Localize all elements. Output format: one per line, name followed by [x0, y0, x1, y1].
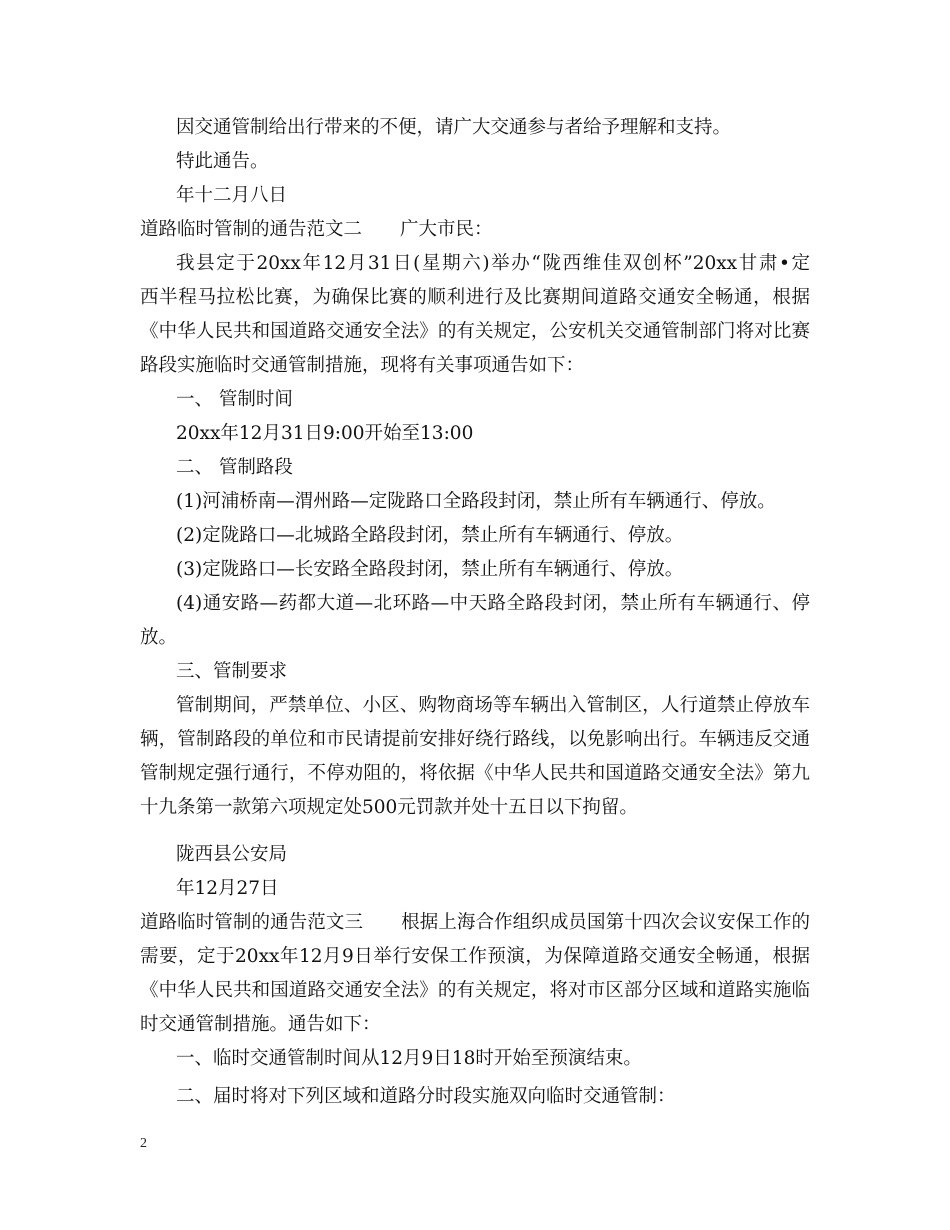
- page-number: 2: [140, 1136, 147, 1151]
- text-line: 《中华人民共和国道路交通安全法》的有关规定，公安机关交通管制部门将对比赛: [140, 321, 810, 342]
- section-title: 道路临时管制的通告范文三: [140, 912, 364, 933]
- text-line: 西半程马拉松比赛，为确保比赛的顺利进行及比赛期间道路交通安全畅通，根据: [140, 287, 810, 308]
- heading-control-sections: 二、 管制路段: [176, 457, 293, 478]
- control-time-value: 20xx年12月31日9:00开始至13:00: [176, 423, 474, 444]
- text-line: 管制规定强行通行，不停劝阻的，将依据《中华人民共和国道路交通安全法》第九: [140, 763, 810, 784]
- date-line: 年十二月八日: [176, 185, 288, 206]
- text-line: 《中华人民共和国道路交通安全法》的有关规定，将对市区部分区域和道路实施临: [140, 980, 810, 1001]
- text-line: 需要，定于20xx年12月9日举行安保工作预演，为保障道路交通安全畅通，根据: [140, 946, 810, 967]
- text-line: 根据上海合作组织成员国第十四次会议安保工作的: [401, 912, 810, 933]
- date-line: 年12月27日: [176, 878, 279, 899]
- text-line: 放。: [140, 627, 178, 648]
- text-line: 时交通管制措施。通告如下：: [140, 1014, 381, 1035]
- text-line: 管制期间，严禁单位、小区、购物商场等车辆出入管制区，人行道禁止停放车: [176, 695, 810, 716]
- salutation: 广大市民：: [400, 219, 493, 240]
- text-line: 十九条第一款第六项规定处500元罚款并处十五日以下拘留。: [140, 797, 638, 818]
- text-line: 我县定于20xx年12月31日(星期六)举办“陇西维佳双创杯”20xx甘肃•定: [176, 253, 810, 274]
- heading-control-requirements: 三、管制要求: [176, 661, 288, 682]
- section-heading-three: [140, 906, 810, 940]
- text-line: 辆，管制路段的单位和市民请提前安排好绕行路线，以免影响出行。车辆违反交通: [140, 729, 810, 750]
- paragraph-apology: 因交通管制给出行带来的不便，请广大交通参与者给予理解和支持。: [176, 117, 732, 138]
- section-title: 道路临时管制的通告范文二: [140, 219, 363, 240]
- list-item: 一、临时交通管制时间从12月9日18时开始至预演结束。: [176, 1048, 642, 1069]
- list-item: (4)通安路—药都大道—北环路—中天路全路段封闭，禁止所有车辆通行、停: [176, 593, 810, 614]
- list-item: 二、届时将对下列区域和道路分时段实施双向临时交通管制：: [176, 1086, 676, 1107]
- heading-control-time: 一、 管制时间: [176, 389, 293, 410]
- list-item: (1)河浦桥南—渭州路—定陇路口全路段封闭，禁止所有车辆通行、停放。: [176, 491, 776, 512]
- issuer: 陇西县公安局: [176, 844, 288, 865]
- text-line: 路段实施临时交通管制措施，现将有关事项通告如下：: [140, 355, 585, 376]
- section-heading-two: [140, 213, 493, 247]
- list-item: (2)定陇路口—北城路全路段封闭，禁止所有车辆通行、停放。: [176, 525, 684, 546]
- paragraph-notice-end: 特此通告。: [176, 151, 269, 172]
- list-item: (3)定陇路口—长安路全路段封闭，禁止所有车辆通行、停放。: [176, 559, 684, 580]
